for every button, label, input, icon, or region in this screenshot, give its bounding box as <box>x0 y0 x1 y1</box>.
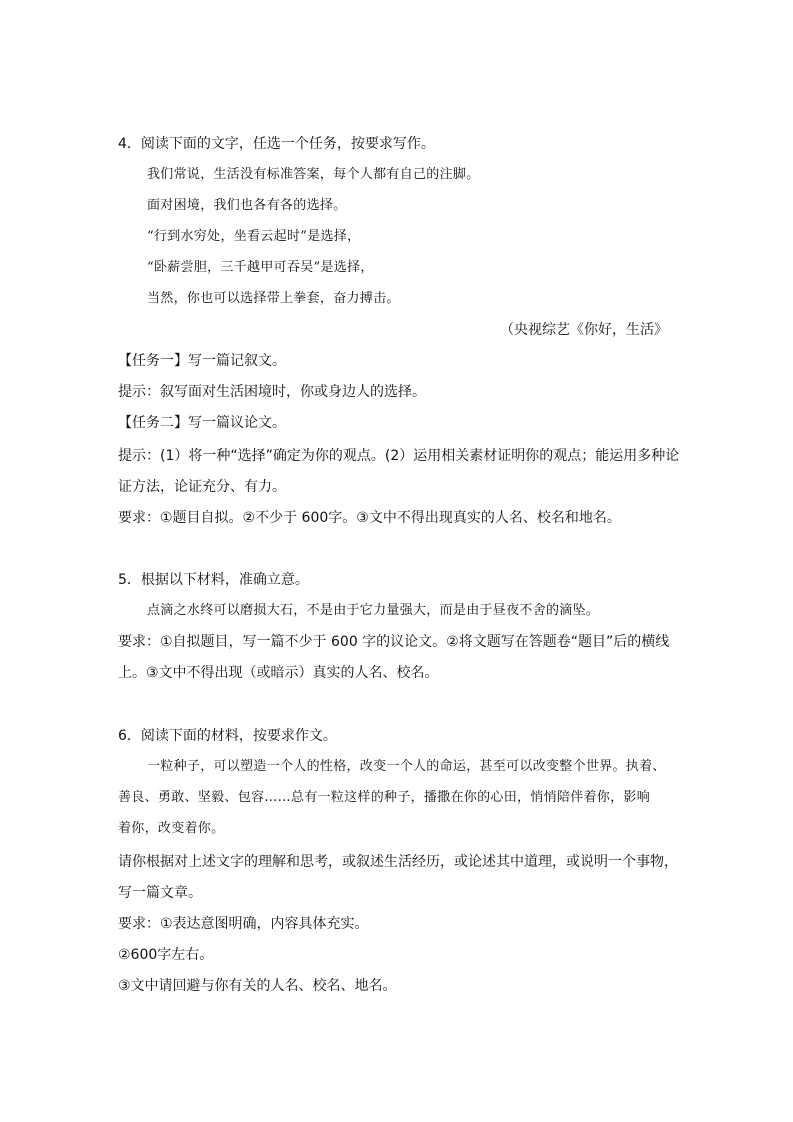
q6-material-line-2: 善良、勇敢、坚毅、包容……总有一粒这样的种子，播撒在你的心田，悄悄陪伴着你，影响 <box>118 790 651 805</box>
q4-material-line-2: 面对困境，我们也各有各的选择。 <box>147 198 347 213</box>
q5-material: 点滴之水终可以磨损大石，不是由于它力量强大，而是由于昼夜不舍的滴坠。 <box>147 603 600 618</box>
q4-task2-hint-line-2: 证方法，论证充分、有力。 <box>118 479 286 495</box>
q4-requirements: 要求：①题目自拟。②不少于 600字。③文中不得出现真实的人名、校名和地名。 <box>118 510 621 526</box>
q4-source: （央视综艺《你好，生活》 <box>500 322 668 338</box>
q4-task1-hint: 提示：叙写面对生活困境时，你或身边人的选择。 <box>118 384 426 400</box>
q5-title: 5．根据以下材料，准确立意。 <box>118 572 309 588</box>
q4-task1-heading: 【任务一】写一篇记叙文。 <box>118 353 286 369</box>
q4-title: 4．阅读下面的文字，任选一个任务，按要求写作。 <box>118 136 435 152</box>
q6-requirement-3: ③文中请回避与你有关的人名、校名、地名。 <box>118 978 397 994</box>
q4-material-line-3: “行到水穷处，坐看云起时”是选择， <box>147 229 361 244</box>
q6-requirement-1: 要求：①表达意图明确，内容具体充实。 <box>118 916 369 932</box>
q6-requirement-2: ②600字左右。 <box>118 947 214 963</box>
q4-material-line-1: 我们常说，生活没有标准答案，每个人都有自己的注脚。 <box>147 167 480 182</box>
q5-requirements-line-2: 上。③文中不得出现（或暗示）真实的人名、校名。 <box>118 665 439 681</box>
q6-prompt-line-1: 请你根据对上述文字的理解和思考，或叙述生活经历，或论述其中道理，或说明一个事物， <box>118 854 678 870</box>
q4-task2-hint-line-1: 提示：(1）将一种“选择”确定为你的观点。(2）运用相关素材证明你的观点；能运用多种论 <box>118 448 680 464</box>
q6-title: 6．阅读下面的材料，按要求作文。 <box>118 728 337 744</box>
q4-task2-heading: 【任务二】写一篇议论文。 <box>118 415 286 431</box>
q5-requirements-line-1: 要求：①自拟题目，写一篇不少于 600 字的议论文。②将文题写在答题卷“题目”后的横线 <box>118 634 670 650</box>
q6-material-line-3: 着你，改变着你。 <box>118 821 225 836</box>
q4-material-line-5: 当然，你也可以选择带上拳套，奋力搏击。 <box>147 291 400 306</box>
q6-material-line-1: 一粒种子，可以塑造一个人的性格，改变一个人的命运，甚至可以改变整个世界。执着、 <box>147 759 666 774</box>
q6-prompt-line-2: 写一篇文章。 <box>118 885 202 901</box>
q4-material-line-4: “卧薪尝胆，三千越甲可吞吴”是选择， <box>147 260 374 275</box>
